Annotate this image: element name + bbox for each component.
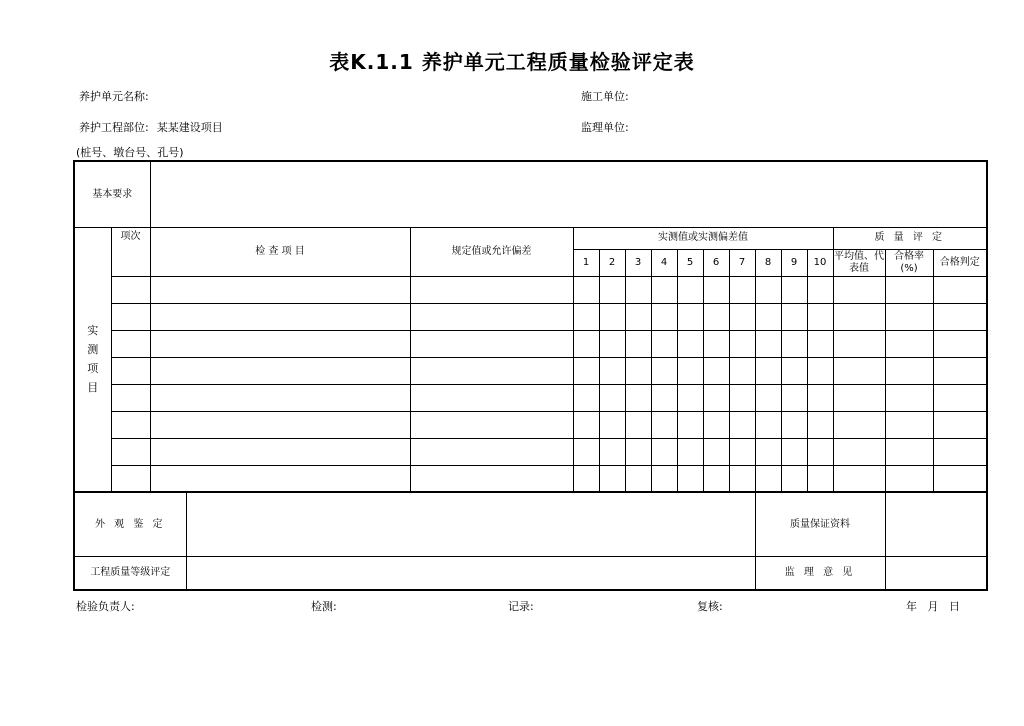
cell[interactable] <box>933 357 987 384</box>
quality-eval-header: 质 量 评 定 <box>833 227 987 249</box>
cell[interactable] <box>150 411 410 438</box>
cell[interactable] <box>573 330 599 357</box>
table-row <box>74 357 987 384</box>
pass-rate-header: 合格率(%) <box>885 249 933 276</box>
cell[interactable] <box>781 384 807 411</box>
cell[interactable] <box>933 303 987 330</box>
cell[interactable] <box>651 465 677 492</box>
date-label: 年 月 日 <box>906 600 960 613</box>
cell[interactable] <box>111 438 150 465</box>
cell[interactable] <box>833 276 885 303</box>
work-part-field <box>79 119 223 135</box>
check-item-header: 检 查 项 目 <box>150 227 410 276</box>
cell[interactable] <box>933 384 987 411</box>
cell[interactable] <box>111 411 150 438</box>
cell[interactable] <box>410 357 573 384</box>
cell[interactable] <box>573 357 599 384</box>
appearance-cell[interactable] <box>186 492 755 556</box>
supervision-opinion-label: 监 理 意 见 <box>755 556 885 590</box>
measure-col-3: 3 <box>625 249 651 276</box>
cell[interactable] <box>677 438 703 465</box>
inspection-table <box>73 160 988 591</box>
cell[interactable] <box>651 438 677 465</box>
table-row <box>74 465 987 492</box>
cell[interactable] <box>729 411 755 438</box>
cell[interactable] <box>781 303 807 330</box>
cell[interactable] <box>599 411 625 438</box>
cell[interactable] <box>625 384 651 411</box>
cell[interactable] <box>781 411 807 438</box>
cell[interactable] <box>150 384 410 411</box>
cell[interactable] <box>150 276 410 303</box>
cell[interactable] <box>755 357 781 384</box>
cell[interactable] <box>573 303 599 330</box>
cell[interactable] <box>703 465 729 492</box>
work-part-value: 某某建设项目 <box>156 121 223 134</box>
cell[interactable] <box>625 330 651 357</box>
quality-docs-cell[interactable] <box>885 492 987 556</box>
basic-requirements-label: 基本要求 <box>74 161 150 227</box>
measure-col-7: 7 <box>729 249 755 276</box>
measured-char-3: 项 <box>87 362 99 376</box>
cell[interactable] <box>807 465 833 492</box>
measure-col-1: 1 <box>573 249 599 276</box>
cell[interactable] <box>933 276 987 303</box>
measure-col-10: 10 <box>807 249 833 276</box>
cell[interactable] <box>755 411 781 438</box>
cell[interactable] <box>833 438 885 465</box>
cell[interactable] <box>755 330 781 357</box>
cell[interactable] <box>150 438 410 465</box>
cell[interactable] <box>677 465 703 492</box>
cell[interactable] <box>651 384 677 411</box>
cell[interactable] <box>933 411 987 438</box>
cell[interactable] <box>599 384 625 411</box>
cell[interactable] <box>703 411 729 438</box>
measured-items-label <box>74 227 111 492</box>
cell[interactable] <box>755 465 781 492</box>
spec-value-header: 规定值或允许偏差 <box>410 227 573 276</box>
table-row <box>74 303 987 330</box>
item-no-header: 项次 <box>111 227 150 276</box>
cell[interactable] <box>111 384 150 411</box>
cell[interactable] <box>833 465 885 492</box>
cell[interactable] <box>677 276 703 303</box>
appearance-label: 外 观 鉴 定 <box>74 492 186 556</box>
cell[interactable] <box>729 438 755 465</box>
cell[interactable] <box>651 276 677 303</box>
measured-char-1: 实 <box>87 324 99 338</box>
cell[interactable] <box>885 303 933 330</box>
cell[interactable] <box>933 330 987 357</box>
cell[interactable] <box>885 411 933 438</box>
cell[interactable] <box>599 465 625 492</box>
cell[interactable] <box>410 276 573 303</box>
quality-docs-label: 质量保证资料 <box>755 492 885 556</box>
table-row <box>74 330 987 357</box>
cell[interactable] <box>677 384 703 411</box>
cell[interactable] <box>625 276 651 303</box>
cell[interactable] <box>807 438 833 465</box>
cell[interactable] <box>833 357 885 384</box>
cell[interactable] <box>410 411 573 438</box>
measured-char-4: 目 <box>87 381 99 395</box>
cell[interactable] <box>885 438 933 465</box>
cell[interactable] <box>885 357 933 384</box>
table-row <box>74 411 987 438</box>
cell[interactable] <box>703 330 729 357</box>
measure-col-4: 4 <box>651 249 677 276</box>
cell[interactable] <box>410 303 573 330</box>
cell[interactable] <box>807 384 833 411</box>
avg-value-header: 平均值、代表值 <box>833 249 885 276</box>
table-row <box>74 276 987 303</box>
measure-col-5: 5 <box>677 249 703 276</box>
cell[interactable] <box>599 303 625 330</box>
cell[interactable] <box>599 438 625 465</box>
measure-col-9: 9 <box>781 249 807 276</box>
cell[interactable] <box>625 465 651 492</box>
page-title: 表K.1.1 养护单元工程质量检验评定表 <box>329 50 695 74</box>
cell[interactable] <box>781 357 807 384</box>
cell[interactable] <box>755 384 781 411</box>
cell[interactable] <box>781 465 807 492</box>
cell[interactable] <box>729 384 755 411</box>
cell[interactable] <box>677 330 703 357</box>
cell[interactable] <box>573 276 599 303</box>
cell[interactable] <box>599 276 625 303</box>
cell[interactable] <box>625 303 651 330</box>
cell[interactable] <box>410 438 573 465</box>
cell[interactable] <box>651 303 677 330</box>
cell[interactable] <box>150 330 410 357</box>
cell[interactable] <box>111 357 150 384</box>
cell[interactable] <box>625 357 651 384</box>
supervision-opinion-cell[interactable] <box>885 556 987 590</box>
cell[interactable] <box>703 438 729 465</box>
cell[interactable] <box>807 357 833 384</box>
cell[interactable] <box>755 276 781 303</box>
cell[interactable] <box>677 303 703 330</box>
table-row <box>74 384 987 411</box>
pass-judgement-header: 合格判定 <box>933 249 987 276</box>
recorder-label: 记录: <box>508 600 534 613</box>
cell[interactable] <box>573 411 599 438</box>
supervision-unit-label: 监理单位: <box>581 121 629 134</box>
tester-label: 检测: <box>311 600 337 613</box>
cell[interactable] <box>729 276 755 303</box>
cell[interactable] <box>755 303 781 330</box>
cell[interactable] <box>729 465 755 492</box>
cell[interactable] <box>807 276 833 303</box>
cell[interactable] <box>885 384 933 411</box>
cell[interactable] <box>781 330 807 357</box>
cell[interactable] <box>150 465 410 492</box>
cell[interactable] <box>625 438 651 465</box>
measure-col-6: 6 <box>703 249 729 276</box>
cell[interactable] <box>150 357 410 384</box>
grade-eval-cell[interactable] <box>186 556 755 590</box>
cell[interactable] <box>599 357 625 384</box>
cell[interactable] <box>833 411 885 438</box>
cell[interactable] <box>885 465 933 492</box>
measure-col-8: 8 <box>755 249 781 276</box>
cell[interactable] <box>410 330 573 357</box>
work-part-label: 养护工程部位: <box>79 121 149 134</box>
reviewer-label: 复核: <box>697 600 723 613</box>
cell[interactable] <box>807 411 833 438</box>
cell[interactable] <box>573 438 599 465</box>
measure-col-2: 2 <box>599 249 625 276</box>
cell[interactable] <box>677 357 703 384</box>
cell[interactable] <box>651 330 677 357</box>
basic-requirements-cell[interactable] <box>150 161 987 227</box>
unit-name-label: 养护单元名称: <box>79 90 149 103</box>
cell[interactable] <box>150 303 410 330</box>
cell[interactable] <box>833 303 885 330</box>
measured-char-2: 测 <box>87 343 99 357</box>
pile-note: (桩号、墩台号、孔号) <box>76 146 184 159</box>
cell[interactable] <box>573 465 599 492</box>
cell[interactable] <box>410 384 573 411</box>
cell[interactable] <box>111 303 150 330</box>
cell[interactable] <box>781 276 807 303</box>
cell[interactable] <box>703 303 729 330</box>
construction-unit-label: 施工单位: <box>581 90 629 103</box>
cell[interactable] <box>703 357 729 384</box>
cell[interactable] <box>573 384 599 411</box>
cell[interactable] <box>111 465 150 492</box>
cell[interactable] <box>833 384 885 411</box>
cell[interactable] <box>677 411 703 438</box>
cell[interactable] <box>651 357 677 384</box>
cell[interactable] <box>111 276 150 303</box>
cell[interactable] <box>599 330 625 357</box>
cell[interactable] <box>933 438 987 465</box>
inspector-label: 检验负责人: <box>76 600 135 613</box>
cell[interactable] <box>833 330 885 357</box>
cell[interactable] <box>111 330 150 357</box>
cell[interactable] <box>933 465 987 492</box>
cell[interactable] <box>807 330 833 357</box>
cell[interactable] <box>729 330 755 357</box>
cell[interactable] <box>885 330 933 357</box>
cell[interactable] <box>625 411 651 438</box>
cell[interactable] <box>651 411 677 438</box>
cell[interactable] <box>410 465 573 492</box>
cell[interactable] <box>703 384 729 411</box>
grade-eval-label: 工程质量等级评定 <box>74 556 186 590</box>
cell[interactable] <box>807 303 833 330</box>
cell[interactable] <box>729 303 755 330</box>
cell[interactable] <box>703 276 729 303</box>
cell[interactable] <box>781 438 807 465</box>
cell[interactable] <box>755 438 781 465</box>
table-row <box>74 438 987 465</box>
measured-values-header: 实测值或实测偏差值 <box>573 227 833 249</box>
cell[interactable] <box>885 276 933 303</box>
cell[interactable] <box>729 357 755 384</box>
